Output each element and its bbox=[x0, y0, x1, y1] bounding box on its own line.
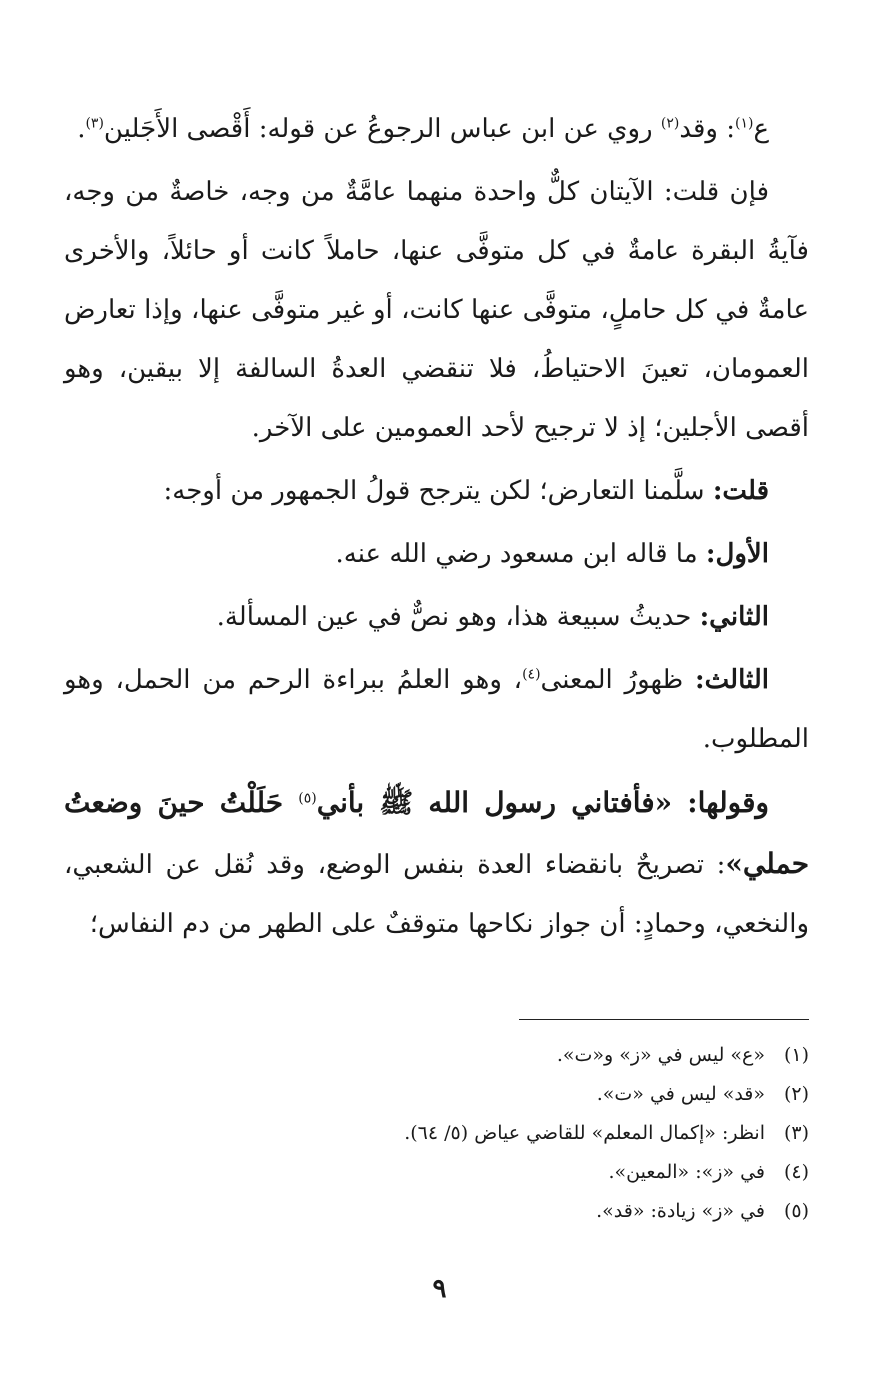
paragraph-7-text: : تصريحٌ بانقضاء العدة بنفس الوضع، وقد نُقل عن الشعبي، والنخعي، وحمادٍ: أن جواز نكاحها متوقفٌ على الطهر من دم النفاس؛ bbox=[64, 850, 809, 939]
footnote-5 bbox=[64, 1192, 809, 1231]
footnote-ref-5[interactable]: (٥) bbox=[298, 790, 317, 807]
footnote-text: في «ز» زيادة: «قد». bbox=[596, 1200, 765, 1222]
footnotes bbox=[64, 1036, 809, 1231]
paragraph-7-quote-b: حَلَلْتُ حينَ وضعتُ حملي» bbox=[64, 786, 810, 880]
paragraph-4 bbox=[64, 525, 809, 584]
footnote-text: «قد» ليس في «ت». bbox=[596, 1083, 765, 1105]
paragraph-6 bbox=[64, 651, 809, 769]
footnote-4 bbox=[64, 1153, 809, 1192]
footnote-text: «ع» ليس في «ز» و«ت». bbox=[556, 1044, 765, 1066]
footnote-2 bbox=[64, 1075, 809, 1114]
main-text bbox=[64, 100, 809, 958]
paragraph-5-text: حديثُ سبيعة هذا، وهو نصٌّ في عين المسألة. bbox=[216, 602, 700, 632]
paragraph-4-lead: الأول: bbox=[705, 539, 769, 569]
paragraph-1-text-a: ع bbox=[753, 114, 769, 144]
footnote-ref-1[interactable]: (١) bbox=[735, 115, 754, 132]
paragraph-5 bbox=[64, 588, 809, 647]
footnote-text: في «ز»: «المعين». bbox=[608, 1161, 765, 1183]
footnote-text: انظر: «إكمال المعلم» للقاضي عياض (٥/ ٦٤). bbox=[404, 1122, 765, 1144]
paragraph-2 bbox=[64, 163, 809, 458]
paragraph-1-text-b: : وقد bbox=[679, 114, 736, 144]
footnote-ref-3[interactable]: (٣) bbox=[85, 115, 104, 132]
paragraph-3 bbox=[64, 462, 809, 521]
footnote-ref-2[interactable]: (٢) bbox=[660, 115, 680, 132]
paragraph-3-lead: قلت: bbox=[712, 476, 769, 506]
page-number: ٩ bbox=[432, 1274, 447, 1304]
footnote-divider bbox=[519, 1019, 809, 1020]
paragraph-7 bbox=[64, 773, 809, 954]
paragraph-7-quote-a: وقولها: «فأفتاني رسول الله ﷺ بأني bbox=[316, 786, 769, 819]
paragraph-6-text-b: ، وهو العلمُ ببراءة الرحم من الحمل، وهو المطلوب. bbox=[64, 665, 809, 754]
footnote-1 bbox=[64, 1036, 809, 1075]
paragraph-1 bbox=[64, 100, 809, 159]
paragraph-4-text: ما قاله ابن مسعود رضي الله عنه. bbox=[335, 539, 706, 569]
footnote-number: (٢) bbox=[783, 1083, 809, 1105]
paragraph-2-text: فإن قلت: الآيتان كلٌّ واحدة منهما عامَّةٌ من وجه، خاصةٌ من وجه، فآيةُ البقرة عامةٌ في كل متوفَّى عنها، حاملاً كانت أو حائلاً، والأخرى عامةٌ في كل حاملٍ، متوفَّى عنها كانت، أو غير متوفَّى عنها، وإذا تعارض العمومان، تعينَ الاحتياطُ، فلا تنقضي العدةُ السالفة إلا بيقين، وهو أقصى الأجلين؛ إذ لا ترجيح لأحد العمومين على الآخر. bbox=[64, 177, 809, 443]
footnote-number: (٥) bbox=[783, 1200, 809, 1222]
paragraph-6-text-a: ظهورُ المعنى bbox=[540, 665, 696, 695]
footnote-number: (٣) bbox=[783, 1122, 809, 1144]
footnote-3 bbox=[64, 1114, 809, 1153]
paragraph-1-text-d: . bbox=[77, 114, 86, 144]
footnote-number: (١) bbox=[783, 1044, 809, 1066]
paragraph-5-lead: الثاني: bbox=[699, 602, 769, 632]
paragraph-1-text-c: روي عن ابن عباس الرجوعُ عن قوله: أَقْصى الأَجَلين bbox=[103, 114, 661, 144]
paragraph-3-text: سلَّمنا التعارض؛ لكن يترجح قولُ الجمهور من أوجه: bbox=[163, 476, 713, 506]
paragraph-6-lead: الثالث: bbox=[695, 665, 769, 695]
footnote-ref-4[interactable]: (٤) bbox=[522, 666, 541, 683]
footnote-number: (٤) bbox=[783, 1161, 809, 1183]
